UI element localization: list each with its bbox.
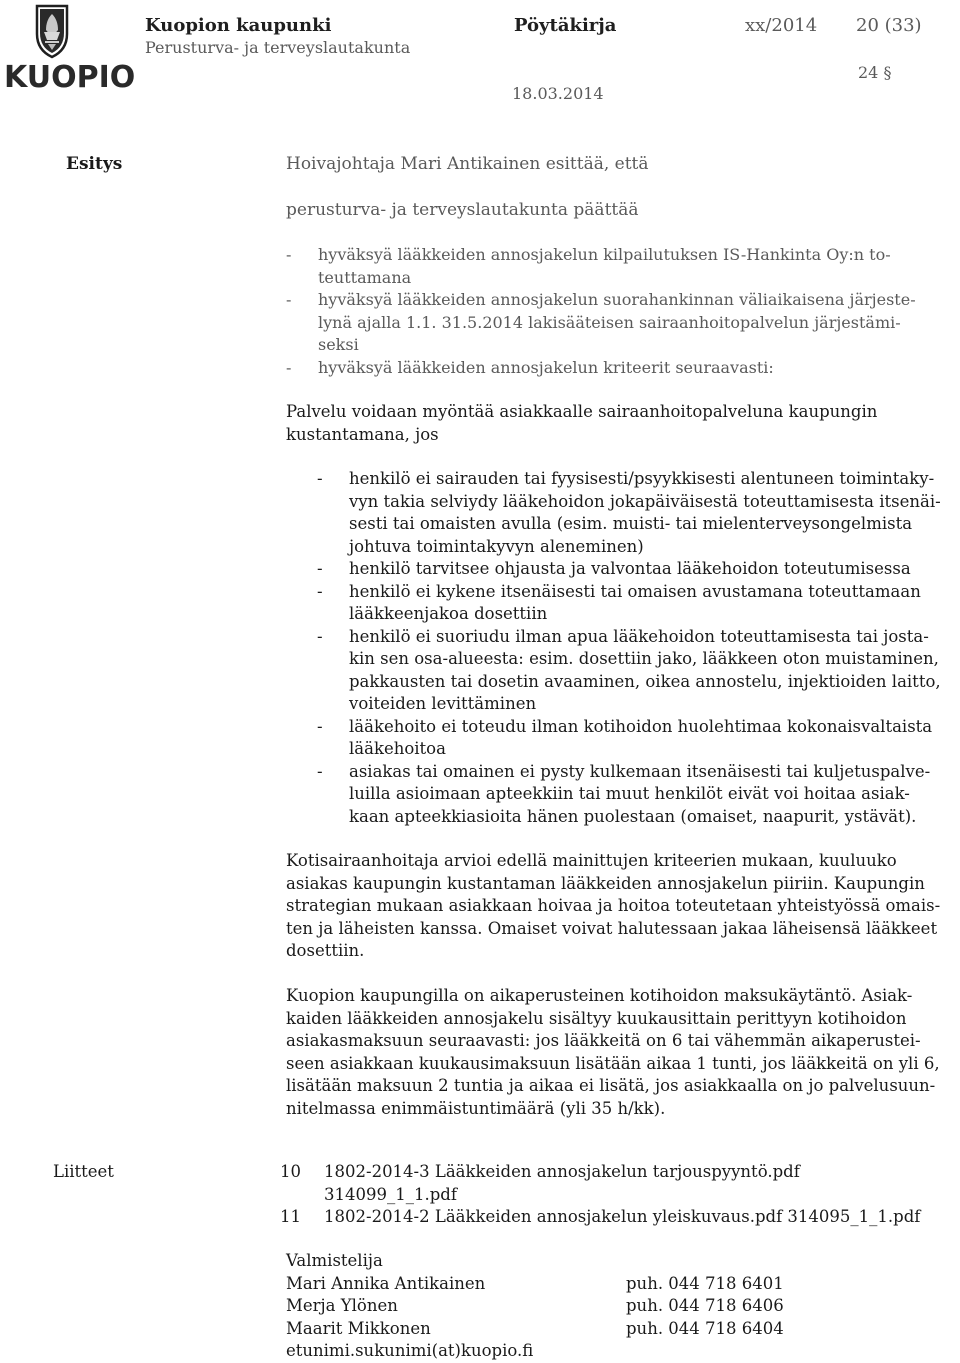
list-item: - hyväksyä lääkkeiden annosjakelun kilpailutuksen IS-Hankinta Oy:n to- teuttamana [286, 244, 946, 289]
doc-number: xx/2014 [745, 15, 818, 36]
preparer-row: Mari Annika Antikainen puh. 044 718 6401 [286, 1273, 784, 1293]
email-address[interactable]: etunimi.sukunimi(at)kuopio.fi [286, 1341, 534, 1360]
attachments-list [280, 1161, 956, 1229]
bullet-line: lynä ajalla 1.1. 31.5.2014 lakisääteisen sairaanhoitopalvelun järjestämi- [318, 312, 901, 332]
kuopio-logo [4, 4, 136, 96]
list-item: - henkilö ei sairauden tai fyysisesti/psyykkisesti alentuneen toimintaky- vyn takia selviydy lääkehoidon jokapäiväisestä toteuttamisesta itsenäi- sesti tai omaisten avulla (esim. muisti- tai mielenterveysongelmista johtuva toimintakyvyn aleneminen) [317, 469, 941, 556]
attachment-link[interactable]: 1802-2014-3 Lääkkeiden annosjakelun tarjouspyyntö.pdf [324, 1162, 800, 1181]
paragraph-assessment: Kotisairaanhoitaja arvioi edellä mainittujen kriteerien mukaan, kuuluuko asiakas kaupungin kustantaman lääkkeiden annosjakelun piiriin. Kaupungin strategian mukaan asiakkaan hoivaa ja hoitoa toteutetaan yhteistyössä omais- ten ja läheisten kanssa. Omaiset voivat halutessaan jakaa läheisensä lääkkeet dosettiin. [286, 851, 941, 960]
proposal-intro: Hoivajohtaja Mari Antikainen esittää, että [286, 154, 649, 174]
meeting-date: 18.03.2014 [512, 84, 604, 103]
paragraph-fees: Kuopion kaupungilla on aikaperusteinen kotihoidon maksukäytäntö. Asiak- kaiden lääkkeiden annosjakelu sisältyy kuukausittain perittyyn kotihoidon asiakasmaksuun seuraavasti: jos lääkkeitä on 6 tai vähemmän aikaperustei- seen asiakkaan kuukausimaksuun lisätään aikaa 1 tunti, jos lääkkeitä on yli 6, lisätään maksuun 2 tuntia ja aikaa ei lisätä, jos asiakkaalla on jo palvelusuun- nitelmassa enimmäistuntimäärä (yli 35 h/kk). [286, 986, 940, 1118]
criteria-list [317, 468, 957, 828]
page-number: 20 (33) [856, 15, 922, 36]
service-intro: Palvelu voidaan myöntää asiakkaalle sairaanhoitopalveluna kaupungin kustantamana, jos [286, 402, 878, 444]
board-name: Perusturva- ja terveyslautakunta [145, 38, 411, 57]
preparer-row: Maarit Mikkonen puh. 044 718 6404 [286, 1318, 784, 1338]
attachment-item: 11 1802-2014-2 Lääkkeiden annosjakelun yleiskuvaus.pdf 314095_1_1.pdf [280, 1206, 956, 1229]
preparer-row: Merja Ylönen puh. 044 718 6406 [286, 1296, 784, 1315]
list-item: - lääkehoito ei toteudu ilman kotihoidon huolehtimaa kokonaisvaltaista lääkehoitoa [317, 716, 933, 758]
coat-of-arms-icon [4, 4, 100, 60]
list-item: - henkilö tarvitsee ohjausta ja valvontaa lääkehoidon toteutumisessa [317, 559, 911, 578]
bullet-line: hyväksyä lääkkeiden annosjakelun kilpailutuksen IS-Hankinta Oy:n to- [318, 245, 891, 264]
attachment-item: 10 1802-2014-3 Lääkkeiden annosjakelun tarjouspyyntö.pdf 314099_1_1.pdf [280, 1161, 956, 1206]
preparer-label: Valmistelija [286, 1251, 383, 1270]
board-decides: perusturva- ja terveyslautakunta päättää [286, 200, 639, 220]
list-item: - asiakas tai omainen ei pysty kulkemaan itsenäisesti tai kuljetuspalve- luilla asioimaan apteekkiin tai muut henkilöt eivät voi hoitaa asiak- kaan apteekkiasioita hänen puolestaan (omaiset, naapurit, ystävät). [317, 761, 931, 826]
decision-list [286, 244, 946, 379]
bullet-line: seksi [318, 335, 359, 354]
list-item: - hyväksyä lääkkeiden annosjakelun suorahankinnan väliaikaisena järjeste- lynä ajalla 1.1. 31.5.2014 lakisääteisen sairaanhoitopalvelun järjestämi- seksi [286, 289, 946, 357]
bullet-line: hyväksyä lääkkeiden annosjakelun suorahankinnan väliaikaisena järjeste- [318, 290, 916, 309]
list-item: - henkilö ei suoriudu ilman apua lääkehoidon toteuttamisesta tai josta- kin sen osa-alueesta: esim. dosettiin jako, lääkkeen oton muistaminen, pakkausten tai dosetin avaaminen, oikea annostelu, injektioiden laitto, voiteiden levittäminen [317, 626, 941, 713]
list-item: - hyväksyä lääkkeiden annosjakelun kriteerit seuraavasti: [286, 357, 946, 380]
attachments-label: Liitteet [53, 1162, 114, 1181]
doc-type: Pöytäkirja [514, 15, 617, 36]
section-number: 24 § [858, 63, 892, 82]
bullet-line: teuttamana [318, 267, 412, 287]
attachment-link[interactable]: 1802-2014-2 Lääkkeiden annosjakelun yleiskuvaus.pdf 314095_1_1.pdf [324, 1207, 921, 1226]
list-item: - henkilö ei kykene itsenäisesti tai omaisen avustamana toteuttamaan lääkkeenjakoa dosettiin [317, 581, 921, 623]
bullet-line: hyväksyä lääkkeiden annosjakelun kriteerit seuraavasti: [318, 357, 774, 377]
proposal-label: Esitys [66, 154, 123, 174]
attachment-link[interactable]: 314099_1_1.pdf [324, 1184, 457, 1204]
logo-wordmark: KUOPIO [4, 60, 136, 95]
org-name: Kuopion kaupunki [145, 15, 332, 36]
preparer-block [286, 1250, 946, 1363]
